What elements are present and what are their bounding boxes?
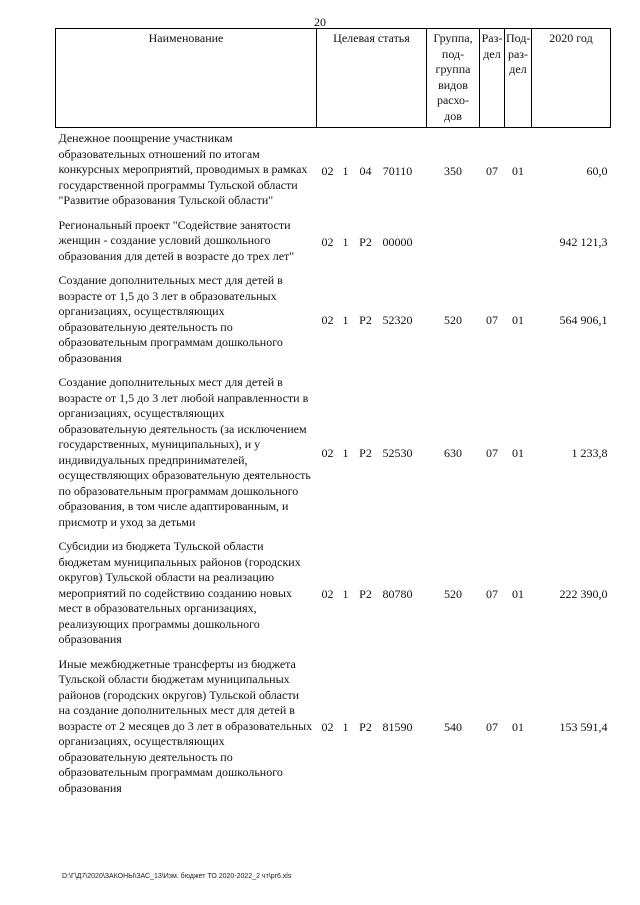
- row-section: 07: [486, 446, 498, 461]
- row-amount-2020: 60,0: [586, 163, 608, 178]
- target-subprogram-code: 1: [342, 163, 349, 178]
- target-direction-code: 52530: [382, 446, 413, 461]
- header-subsection: Под- раз- дел: [505, 29, 532, 128]
- header-year-2020: 2020 год: [532, 29, 611, 128]
- row-target-article: [317, 270, 427, 372]
- row-subsection: 01: [512, 720, 524, 734]
- target-subprogram-code: 1: [342, 720, 349, 734]
- row-section: 07: [486, 313, 498, 328]
- row-expense-group: 520: [444, 587, 462, 601]
- row-expense-group: [427, 215, 480, 271]
- target-event-code: 04: [359, 163, 372, 178]
- row-section: 07: [486, 587, 498, 601]
- row-subsection: [505, 215, 532, 271]
- row-expense-group: 350: [444, 163, 462, 178]
- target-program-code: 02: [321, 234, 334, 249]
- row-name: Создание дополнительных мест для детей в возрасте от 1,5 до 3 лет в образовательных организациях, осуществляющих образовательную деятельность по образовательным программам дошкольного образования: [58, 273, 283, 365]
- row-expense-group: 520: [444, 313, 462, 328]
- row-name: Денежное поощрение участникам образовательных отношений по итогам конкурсных мероприятий, проводимых в рамках государственной программы Тульской области "Развитие образования Тульской области": [58, 131, 308, 207]
- table-body: [56, 128, 611, 803]
- table-row: [56, 654, 611, 803]
- target-program-code: 02: [321, 587, 334, 601]
- budget-table: [55, 28, 611, 802]
- target-subprogram-code: 1: [342, 587, 349, 601]
- row-target-article: [317, 654, 427, 803]
- file-path-footer: D:\Г\Д7\2020\ЗАКОНЫ\ЗАС_13\Изм. бюджет ТО 2020-2022_2 чт\pr6.xls: [62, 873, 292, 880]
- target-program-code: 02: [321, 720, 334, 734]
- target-direction-code: 00000: [382, 234, 413, 249]
- target-event-code: P2: [359, 587, 372, 601]
- target-subprogram-code: 1: [342, 313, 349, 328]
- target-event-code: P2: [359, 446, 372, 461]
- row-subsection: 01: [512, 446, 524, 461]
- row-amount-2020: 564 906,1: [559, 313, 608, 328]
- target-direction-code: 80780: [382, 587, 413, 601]
- row-subsection: 01: [512, 313, 524, 328]
- table-row: [56, 536, 611, 654]
- header-expense-group: Группа, под- группа видов расхо- дов: [427, 29, 480, 128]
- row-expense-group: 630: [444, 446, 462, 461]
- row-amount-2020: 222 390,0: [559, 587, 608, 601]
- target-direction-code: 70110: [382, 163, 413, 178]
- row-amount-2020: 153 591,4: [559, 720, 608, 734]
- target-direction-code: 81590: [382, 720, 413, 734]
- target-direction-code: 52320: [382, 313, 413, 328]
- target-event-code: P2: [359, 720, 372, 734]
- table-header-row: [56, 29, 611, 128]
- table-row: [56, 128, 611, 215]
- row-expense-group: 540: [444, 720, 462, 734]
- row-amount-2020: 1 233,8: [571, 446, 608, 461]
- table-row: [56, 215, 611, 271]
- row-target-article: [317, 128, 427, 215]
- row-name: Иные межбюджетные трансферты из бюджета Тульской области бюджетам муниципальных районов (городских округов) Тульской области на создание дополнительных мест для детей в возрасте от 2 месяцев до 3 лет в образовательных организациях, осуществляющих образовательную деятельность по образовательным программам дошкольного образования: [58, 656, 313, 795]
- target-program-code: 02: [321, 313, 334, 328]
- row-section: 07: [486, 720, 498, 734]
- target-event-code: P2: [359, 234, 372, 249]
- target-subprogram-code: 1: [342, 446, 349, 461]
- row-target-article: [317, 215, 427, 271]
- target-subprogram-code: 1: [342, 234, 349, 249]
- row-section: [480, 215, 505, 271]
- row-subsection: 01: [512, 587, 524, 601]
- target-program-code: 02: [321, 163, 334, 178]
- header-name: Наименование: [56, 29, 317, 128]
- row-amount-2020: 942 121,3: [559, 234, 608, 249]
- row-name: Субсидии из бюджета Тульской области бюджетам муниципальных районов (городских округов) Тульской области на реализацию мероприятий по содействию созданию новых мест в образовательных организациях, реализующих программы дошкольного образования: [58, 539, 301, 646]
- target-program-code: 02: [321, 446, 334, 461]
- table-row: [56, 372, 611, 536]
- row-name: Создание дополнительных мест для детей в возрасте от 1,5 до 3 лет любой направленности в организациях, осуществляющих образовательную деятельность (за исключением государственных, муниципальных), и у индивидуальных предпринимателей, осуществляющих образовательную деятельность по образовательным программам дошкольного образования, в том числе адаптированным, и присмотр и уход за детьми: [58, 375, 311, 529]
- header-target-article: Целевая статья: [317, 29, 427, 128]
- page-number: 20: [314, 15, 326, 29]
- target-event-code: P2: [359, 313, 372, 328]
- header-section: Раз- дел: [480, 29, 505, 128]
- row-target-article: [317, 536, 427, 654]
- row-section: 07: [486, 163, 498, 178]
- row-target-article: [317, 372, 427, 536]
- table-row: [56, 270, 611, 372]
- row-subsection: 01: [512, 163, 524, 178]
- row-name: Региональный проект "Содействие занятости женщин - создание условий дошкольного образования для детей в возрасте до трех лет": [58, 217, 295, 263]
